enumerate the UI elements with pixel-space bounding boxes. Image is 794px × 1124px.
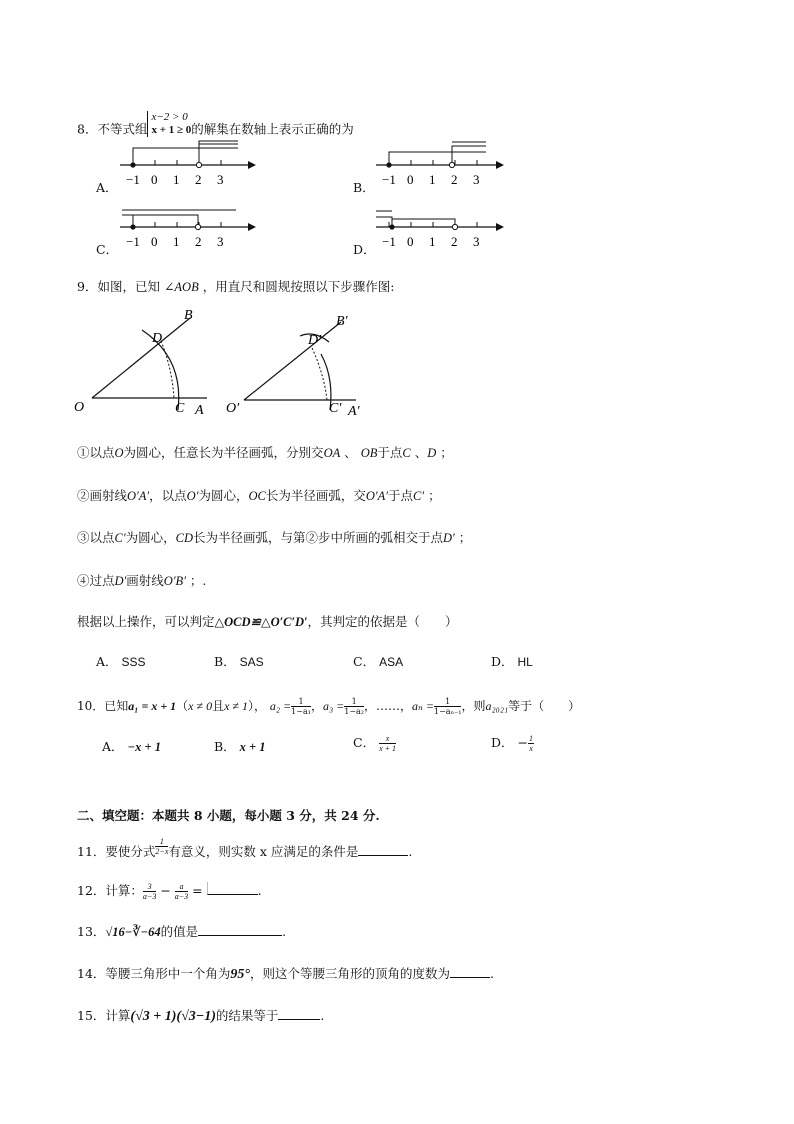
q9-step1-math: OA <box>323 446 341 460</box>
q8-a-tick-label: −1 <box>126 172 140 187</box>
q11-text: 有意义，则实数 x 应满足的条件是 <box>168 844 359 859</box>
q8-b-tick-label: 0 <box>407 172 414 187</box>
q10-a2-num: 1 <box>291 697 311 707</box>
q11 <box>77 837 413 862</box>
q10-stem <box>77 697 580 716</box>
q12-f1-num: 3 <box>143 882 156 892</box>
q9-conclusion-text: 根据以上操作，可以判定 <box>77 614 215 629</box>
q13-text: . <box>282 924 287 939</box>
q13-number: 13． <box>77 924 106 939</box>
q11-answer-blank[interactable] <box>358 843 408 856</box>
q10-a3-fraction <box>344 697 364 716</box>
q10-target: a₂₀₂₁ <box>485 699 509 713</box>
q9-fig1-label-a: A <box>195 403 204 418</box>
q12-text: 计算： <box>105 883 143 898</box>
q10-text: ，则 <box>461 699 486 713</box>
q9-step3-text: 为圆心， <box>125 530 176 545</box>
q10-text: ，……， <box>364 699 413 713</box>
q12-f2-num: a <box>175 882 188 892</box>
q9-fig2-label-c: C′ <box>329 401 342 416</box>
q11-den: 2−x <box>155 847 169 856</box>
q10-option-label: C． <box>353 735 376 750</box>
q9-step1-math: D <box>427 446 437 460</box>
q8-option-a-label: A． <box>96 180 118 195</box>
q11-text: . <box>408 844 413 859</box>
q8-b-tick-label: 3 <box>473 172 480 187</box>
q8-c-tick-label: 1 <box>173 234 180 249</box>
q9-fig2-label-o: O′ <box>226 401 240 416</box>
q12-f2-den: a−3 <box>174 892 189 901</box>
q8-stem-prefix: 不等式组 <box>97 121 148 137</box>
q14-text: 等腰三角形中一个角为 <box>105 966 231 981</box>
q9-figure-1 <box>72 308 222 418</box>
q8-d-tick-label: 1 <box>429 234 436 249</box>
q10-option-d-den: x <box>529 744 533 753</box>
q9-step-1 <box>77 443 453 461</box>
q10-option-value: x + 1 <box>239 740 266 754</box>
q9-option-label: A． <box>96 654 118 669</box>
q9-step3-text: 长为半径画弧，与第②步中所画的弧相交于点 <box>192 530 443 545</box>
q9-fig1-label-d: D <box>152 331 163 346</box>
q8-c-tick-label: 3 <box>217 234 224 249</box>
q10-an-fraction <box>434 697 461 716</box>
q9-step-4 <box>77 571 206 589</box>
q9-fig1-label-o: O <box>74 400 85 415</box>
q9-option-d <box>491 652 533 670</box>
q15-answer-blank[interactable] <box>278 1007 320 1020</box>
q10-option-b <box>214 737 266 755</box>
q9-stem-a: 如图，已知 <box>97 279 160 294</box>
q12-text: . <box>257 883 262 898</box>
q10-text: ）， <box>248 699 267 713</box>
q9-step1-text: 、 <box>414 445 428 460</box>
q8-number: 8． <box>77 121 98 137</box>
q15-text: . <box>320 1008 325 1023</box>
q8-a-tick-label: 3 <box>217 172 224 187</box>
q9-step1-math: C <box>402 446 411 460</box>
q8-option-d-label: D． <box>353 242 376 257</box>
q9-option-label: B． <box>214 654 236 669</box>
q8-b-tick-label: 2 <box>451 172 458 187</box>
q9-stem-b: ，用直尺和圆规按照以下步骤作图: <box>202 279 395 294</box>
q13-answer-blank[interactable] <box>198 923 282 936</box>
q8-a-tick-label: 1 <box>173 172 180 187</box>
q9-step1-text: ①以点 <box>77 445 115 460</box>
q12-answer-blank[interactable] <box>207 882 258 895</box>
q12-fraction-2 <box>175 882 188 901</box>
q8-c-tick-label: −1 <box>126 234 140 249</box>
q10-option-label: B． <box>214 739 236 754</box>
q9-step3-math: CD <box>175 531 193 545</box>
q9-fig1-label-c: C <box>175 401 185 416</box>
q8-b-tick-label: −1 <box>382 172 396 187</box>
q12-f1-den: a−3 <box>142 892 157 901</box>
q9-step4-text: 画射线 <box>126 573 164 588</box>
q10-option-c <box>353 733 396 753</box>
q15-text: 的结果等于 <box>215 1008 279 1023</box>
q10-text: 且 <box>212 699 225 713</box>
q9-step3-text: ③以点 <box>77 530 115 545</box>
q8-stem-suffix: 的解集在数轴上表示正确的为 <box>191 121 354 137</box>
q10-option-d <box>491 733 534 753</box>
q15-number: 15． <box>77 1008 106 1023</box>
q10-text: （ <box>176 699 189 713</box>
q9-option-b <box>214 652 264 670</box>
q12-fraction-1 <box>143 882 156 901</box>
q9-number: 9． <box>77 279 98 294</box>
q9-option-value: SSS <box>121 655 146 669</box>
q9-step2-text: ； <box>428 488 441 503</box>
q9-step1-text: 、 <box>344 445 357 460</box>
q15-text: 计算 <box>105 1008 131 1023</box>
q10-text: ， <box>310 699 323 713</box>
q10-option-value: −x + 1 <box>127 740 161 754</box>
q9-step1-text: ； <box>440 445 453 460</box>
q10-a2-den: 1−a₁ <box>291 707 311 716</box>
q9-step1-text: 于点 <box>377 445 403 460</box>
q8-d-tick-label: −1 <box>382 234 396 249</box>
q9-option-value: ASA <box>379 655 404 669</box>
q12 <box>77 881 262 901</box>
q14-angle: 95° <box>230 967 251 982</box>
q9-option-label: D． <box>491 654 514 669</box>
q10-condition: x ≠ 0 <box>188 699 213 713</box>
q10-option-c-fraction <box>379 734 396 753</box>
q9-step2-math: O′A′ <box>365 489 388 503</box>
q9-step4-math: O′B′ <box>163 574 186 588</box>
q8-ineq1: x−2 > 0 <box>151 111 188 123</box>
q14-text: ，则这个等腰三角形的顶角的度数为 <box>250 966 451 981</box>
q9-step2-math: OC <box>248 489 266 503</box>
q10-number: 10． <box>77 699 105 713</box>
q12-minus: − <box>160 883 171 898</box>
q10-option-a <box>102 737 161 755</box>
q9-step2-text: ②画射线 <box>77 488 128 503</box>
q9-conclusion <box>77 612 458 630</box>
q10-a2-lhs: a₂ = <box>269 699 292 713</box>
q8-d-tick-label: 0 <box>407 234 414 249</box>
q9-step4-text: ；. <box>189 573 207 588</box>
q10-option-c-den: x + 1 <box>379 744 397 753</box>
q8-b-tick-label: 1 <box>429 172 436 187</box>
q9-stem <box>77 277 394 295</box>
q9-step3-math: D′ <box>443 531 455 545</box>
q13-text: 的值是 <box>160 924 199 939</box>
q11-num: 1 <box>155 837 168 847</box>
q9-fig2-label-a: A′ <box>348 404 360 419</box>
q12-number: 12． <box>77 883 106 898</box>
q10-option-d-neg: − <box>517 735 528 750</box>
q8-option-b-label: B． <box>353 180 375 195</box>
q9-step1-math: OB <box>360 446 378 460</box>
q9-figure-2 <box>226 308 386 418</box>
q9-step2-text: 于点 <box>387 488 413 503</box>
q9-step4-math: D′ <box>114 574 127 588</box>
q10-an-den: 1−aₙ₋₁ <box>434 707 462 716</box>
q9-step-3 <box>77 528 471 546</box>
q15 <box>77 1006 324 1025</box>
q9-step3-text: ； <box>458 530 472 545</box>
q14-answer-blank[interactable] <box>450 965 490 978</box>
q10-option-label: D． <box>491 735 514 750</box>
q10-option-label: A． <box>102 739 124 754</box>
q10-text: 已知 <box>104 699 129 713</box>
q10-an-lhs: aₙ = <box>412 699 434 713</box>
q9-step2-math: C′ <box>413 489 425 503</box>
q8-d-tick-label: 2 <box>451 234 458 249</box>
q10-a3-den: 1−a₂ <box>344 707 365 716</box>
q10-option-d-fraction <box>528 734 534 753</box>
q9-fig2-label-d: D′ <box>308 333 322 348</box>
q8-c-tick-label: 0 <box>151 234 158 249</box>
q10-option-c-num: x <box>379 734 396 744</box>
q11-fraction <box>155 837 168 856</box>
q13 <box>77 922 286 940</box>
q10-a2-fraction <box>291 697 311 716</box>
q11-text: 要使分式 <box>105 844 156 859</box>
q10-a1: a₁ = x + 1 <box>128 699 177 713</box>
q10-text: 等于（ ） <box>508 699 581 713</box>
q9-option-value: HL <box>517 655 533 669</box>
q9-fig2-label-b: B′ <box>336 314 348 329</box>
q9-step4-text: ④过点 <box>77 573 115 588</box>
q9-step3-math: C′ <box>114 531 126 545</box>
q14-number: 14． <box>77 966 106 981</box>
q8-d-tick-label: 3 <box>473 234 480 249</box>
q10-an-num: 1 <box>434 697 461 707</box>
q13-expression: √16−∛−64 <box>105 925 161 939</box>
q14 <box>77 964 494 983</box>
q8-number-line-c <box>118 202 258 252</box>
q8-a-tick-label: 2 <box>195 172 202 187</box>
q14-text: . <box>490 966 495 981</box>
q9-option-label: C． <box>353 654 376 669</box>
q10-option-d-num: 1 <box>529 734 533 743</box>
q10-a3-lhs: a₃ = <box>322 699 345 713</box>
q8-ineq2: x + 1 ≥ 0 <box>151 124 192 136</box>
q15-expression: (√3 + 1)(√3−1) <box>130 1009 216 1024</box>
section-2-title: 二、填空题：本题共 8 小题，每小题 3 分，共 24 分. <box>77 808 380 823</box>
q8-a-tick-label: 0 <box>151 172 158 187</box>
q9-congruence: △OCD≌△O′C′D′ <box>214 615 308 629</box>
q9-step-2 <box>77 486 441 504</box>
q9-step1-text: 为圆心，任意长为半径画弧，分别交 <box>123 445 324 460</box>
q10-condition: x ≠ 1 <box>224 699 249 713</box>
q9-fig1-label-b: B <box>184 308 193 323</box>
q10-a3-num: 1 <box>344 697 364 707</box>
q9-conclusion-text: ，其判定的依据是（ ） <box>307 614 458 629</box>
q9-option-a <box>96 652 146 670</box>
q9-step2-text: ，以点 <box>149 488 187 503</box>
q8-c-tick-label: 2 <box>195 234 202 249</box>
q9-step2-math: O′A′ <box>127 489 150 503</box>
q9-step2-text: 长为半径画弧，交 <box>265 488 366 503</box>
q8-number-line-d <box>374 202 514 252</box>
q12-equals: = <box>192 883 203 898</box>
q8-inequality-system <box>147 111 191 137</box>
q8-option-c-label: C． <box>96 242 119 257</box>
q11-number: 11． <box>77 844 106 859</box>
q9-angle: ∠AOB <box>163 280 199 294</box>
q9-option-c <box>353 652 403 670</box>
q9-step2-math: O′ <box>186 489 199 503</box>
q9-step2-text: 为圆心， <box>198 488 249 503</box>
q9-step1-math: O <box>114 446 124 460</box>
q8-number-line-a <box>118 140 258 190</box>
q9-option-value: SAS <box>239 655 264 669</box>
q8-number-line-b <box>374 140 514 190</box>
